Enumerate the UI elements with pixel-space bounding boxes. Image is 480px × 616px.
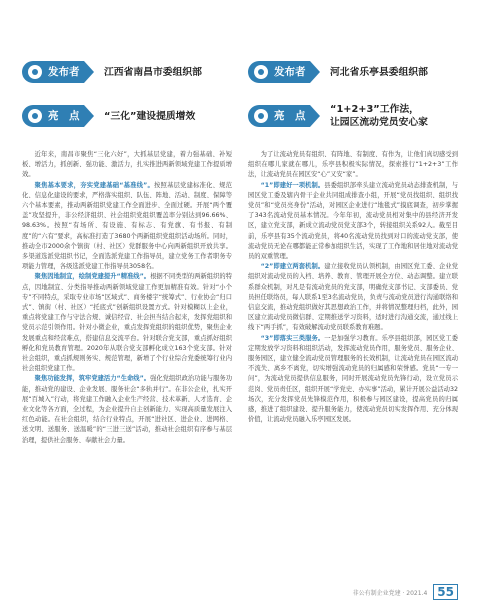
magazine-title: 非公有制企业党建 · 2021.4	[352, 589, 428, 597]
highlight-row	[248, 98, 458, 134]
page-number: 55	[433, 584, 458, 600]
publisher-tag	[22, 61, 84, 83]
highlight-tag	[248, 105, 310, 127]
publisher-row	[248, 58, 458, 86]
left-column	[22, 58, 232, 134]
article-paragraph	[248, 150, 458, 181]
paragraph-text: 为了让流动党员有组织、有阵地、有制度、有作为，让他们真切感受到组织在哪儿家就在哪儿，乐亭县积极实际情况，探索推行“1+2+3”工作法，让流动党员在园区安“心”又安“家”。	[248, 151, 458, 179]
paragraph-text: 根据不同类型的两新组织的特点，因地制宜、分类指导推动两新领域党建工作更加精准有效。针对“小个专”不同特点，采取专业市场“区域式”、商务楼宇“统筹式”、行业协会“归口式”、镇街（村、社区）“托底式”创新组织设置方式。针对模糊以上企业，重点将党建工作与守法合规、诚信经营、社会担当结合起来，发挥党组织和党员示范引领作用。针对小微企业，重点发挥党组织的组织优势，聚焦企业发展重点和经营难点，搭建信息交流平台。针对联合党支部，重点抓好组织孵化和党员教育管理。2020年从联合党支部孵化成立163个党支部。针对社会组织，重点抓规则务实、规范管理，新增了个行业综合党委统筹行业内社会组织党建工作。	[22, 273, 233, 373]
paragraph-text: 按照基层党建标准化、规范化、信息化建设的要求，严格落实组织、队伍、阵地、活动、制度、保障等六个基本要素，推动两新组织党建工作全面进步、全面过硬。开展“两个覆盖”攻坚提升，非公经济组织、社会组织党组织覆盖率分别达到96.66%、98.63%。按照“有场所、有设施、有标志、有党旗、有书报、有制度”的“六有”要求，高标准打造了3680个两新组织党组织活动场所。同时，推动全市2000余个镇街（村、社区）党群服务中心向两新组织开放共享。多渠道选派党组织书记，全面选派党建工作指导员，建立党务工作者职务专项能力管理，各级选派党建工作指导员3058名。	[22, 181, 232, 271]
paragraph-text: 近年来，南昌市聚焦“三化六好”，大抓基层党建，着力强基础、补短板、增活力，抓创新、强功能、激活力，扎实推进两新领域党建工作提质增效。	[22, 151, 232, 179]
highlight-line: 让园区流动党员安心家	[330, 117, 428, 128]
bullet-icon	[28, 109, 42, 123]
left-article	[22, 150, 232, 446]
publisher-tag-label: 发布者	[274, 66, 306, 78]
paragraph-lead: 聚焦功能发挥，筑牢党建活力“生命线”。	[34, 375, 151, 383]
paragraph-text: 强化党组织政治功能与服务功能，推动党的建设、企业发展、服务社会“多轨并行”。在非公企业，扎实开展“百城入”行动，将党建工作融入企业生产经营、技术革新、人才选育、企业文化等各方面，全过程，为企业提升自主创新能力、实现高质量发展注入红色动能。在社会组织，结合行业特点，开展“进社区、进企业、进网格、送文明、送服务、送温暖”的“三进三送”活动，推动社会组织有序参与基层治理，提供社会服务、奉献社会力量。	[22, 375, 233, 444]
article-paragraph	[22, 150, 232, 181]
publisher-tag	[248, 61, 310, 83]
right-article	[248, 150, 458, 425]
paragraph-lead: “2”即建立两套机制。	[260, 263, 325, 271]
publisher-name: 河北省乐亭县委组织部	[330, 66, 428, 78]
page-footer	[353, 584, 458, 600]
publisher-row	[22, 58, 232, 86]
highlight-text	[330, 103, 428, 129]
highlight-tag-label: 亮 点	[48, 110, 80, 122]
highlight-tag	[22, 105, 84, 127]
bullet-icon	[254, 109, 268, 123]
bullet-icon	[28, 65, 42, 79]
publisher-name: 江西省南昌市委组织部	[104, 66, 202, 78]
article-paragraph	[248, 181, 458, 263]
highlight-line: “1+2+3”工作法，	[330, 104, 419, 115]
highlight-text: “三化”建设提质增效	[104, 110, 196, 122]
article-paragraph	[22, 272, 232, 374]
paragraph-text: 建立接收党员认领机制，由园区党工委、企业党组织对流动党员的入档、培养、教育、管理开展全方位、动态调整。建立联系群众机制，对凡是有流动党员的党支部，明确党支部书记、支部委员、党员担任联络员，每人联系1至3名流动党员，负责与流动党员进行沟通联络和信息交流，推动党组织做好其思想政治工作，并将情况整理归档，此外，园区建立流动党员微信群、定期推送学习资料，适时进行沟通交流，通过线上线下“两手抓”，有效破解流动党员联系教育难题。	[248, 263, 458, 332]
bullet-icon	[254, 65, 268, 79]
article-paragraph	[248, 334, 458, 426]
paragraph-text: 县委组织部牵头建立流动党员动态排查机制，与园区党工委及辖内骨干企业共同组成排查小组，开展“党员找组织、组织找党员”和“党员亮身份”活动，对园区企业进行“地毯式”摸底调查，初步掌握了343名流动党员基本情况。今年年初，流动党员相对集中的县经济开发区，建立党支部，新成立流动党员党支部3个，转接组织关系92人。截至目前，乐亭县有35个流动党员，将40名流动党员找到对口的流动党支部，使流动党员无论在哪都能正常参加组织生活，实现了工作地和居住地对流动党员的双重管理。	[248, 181, 458, 261]
article-paragraph	[248, 262, 458, 333]
paragraph-lead: 聚焦基本要求，夯实党建基础“基准线”。	[34, 181, 155, 189]
article-paragraph	[22, 374, 232, 445]
paragraph-lead: “1”即建好一项机制。	[260, 181, 325, 189]
article-paragraph	[22, 181, 232, 273]
publisher-tag-label: 发布者	[48, 66, 80, 78]
paragraph-text: 一是加强学习教育。乐亭县组织部，园区党工委定期发放学习资料和组织活动，发挥流动党员作用，服务党员、服务企业、服务园区，建立健全流动党员管理服务的长效机制，让流动党员在园区流动不流失、离乡不离党，切实增强流动党员的归属感和荣誉感。党员“一专一问”，为流动党员提供信息服务，同时开展流动党员先锋行动，设立党员示范岗、党员责任区，组织开展“学党史、办实事”活动，累计开展公益活动32场次，充分发挥党员先锋模范作用，积极参与园区建设，提高党员的归属感，推进了组织建设、提升服务能力，使流动党员切实发挥作用、充分体现价值，让流动党员融入乐亭园区发展。	[248, 334, 458, 424]
highlight-tag-label: 亮 点	[274, 110, 306, 122]
paragraph-lead: “3”即落实三类服务。	[260, 334, 325, 342]
right-column	[248, 58, 458, 134]
highlight-row	[22, 98, 232, 134]
paragraph-lead: 聚焦因地制宜，绘制党建提升“精准线”。	[34, 273, 151, 281]
